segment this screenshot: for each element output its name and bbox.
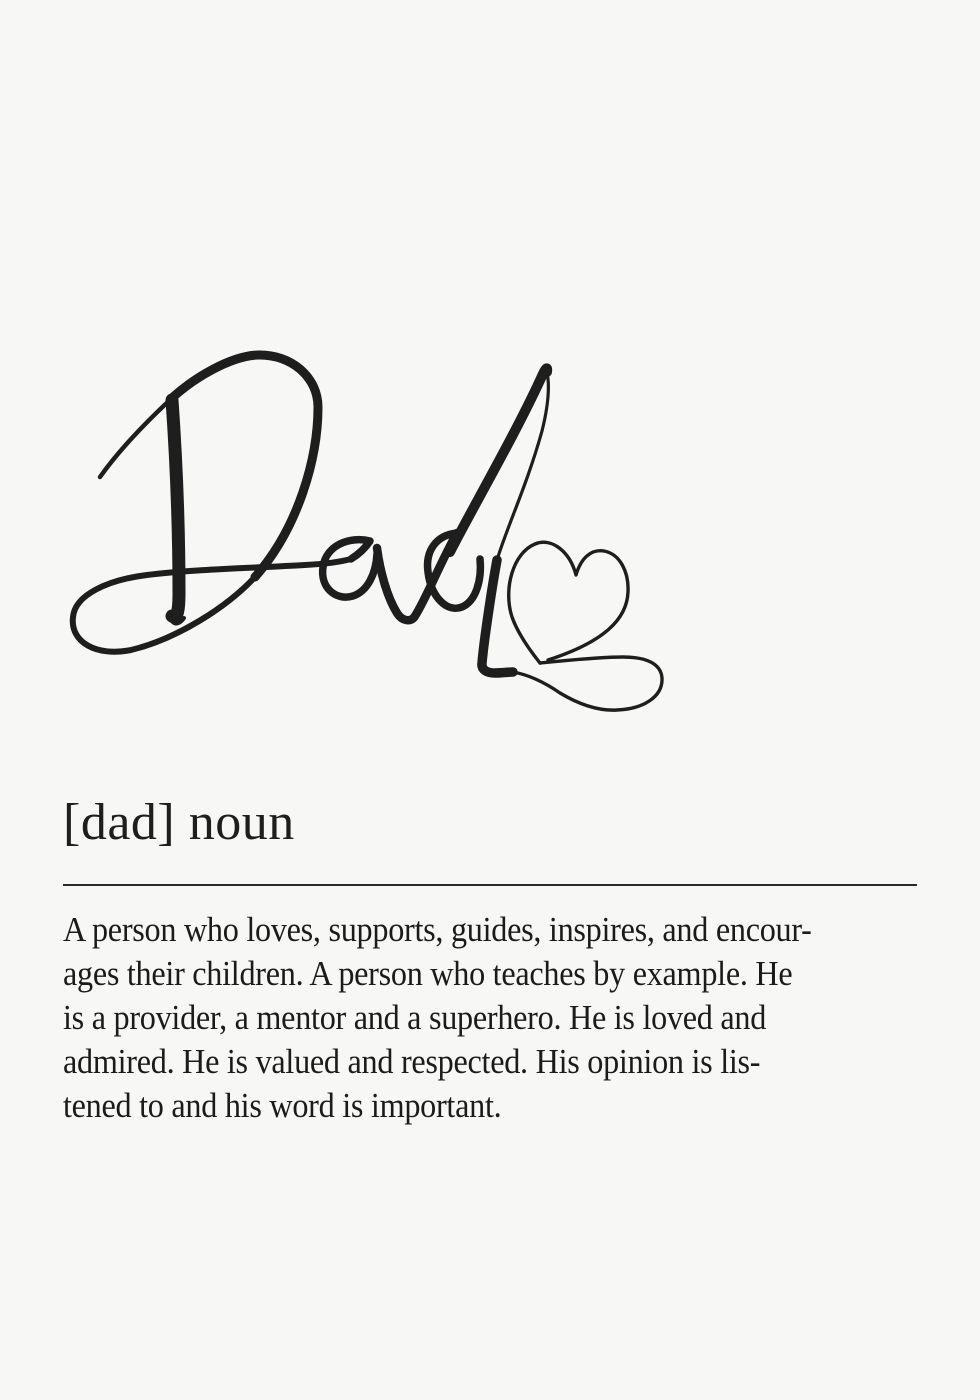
letter-d-capital-belly [172, 355, 318, 577]
dad-script-svg [55, 345, 695, 735]
heart-icon [509, 542, 628, 663]
definition-line: admired. He is valued and respected. His opinion is lis- [63, 1042, 761, 1081]
letter-d-ascender-return [497, 372, 548, 560]
letter-d-capital-bottom-loop [73, 559, 351, 652]
letter-d-capital-entry-stroke [100, 398, 172, 477]
definition-line: tened to and his word is important. [63, 1086, 502, 1125]
divider-rule [63, 884, 917, 886]
letter-d-stem [482, 560, 513, 673]
headword: [dad] noun [63, 794, 295, 851]
definition-line: ages their children. A person who teaches by example. He [63, 954, 793, 993]
heart-flourish-underloop [513, 657, 662, 710]
letter-a-bowl [323, 540, 377, 597]
definition-line: is a provider, a mentor and a superhero. He is loved and [63, 998, 767, 1037]
definition-line: A person who loves, supports, guides, inspires, and encour- [63, 910, 812, 949]
letter-d-capital-stem [172, 400, 179, 617]
definition-paragraph [63, 908, 933, 1128]
dad-script-lettering [55, 345, 695, 735]
